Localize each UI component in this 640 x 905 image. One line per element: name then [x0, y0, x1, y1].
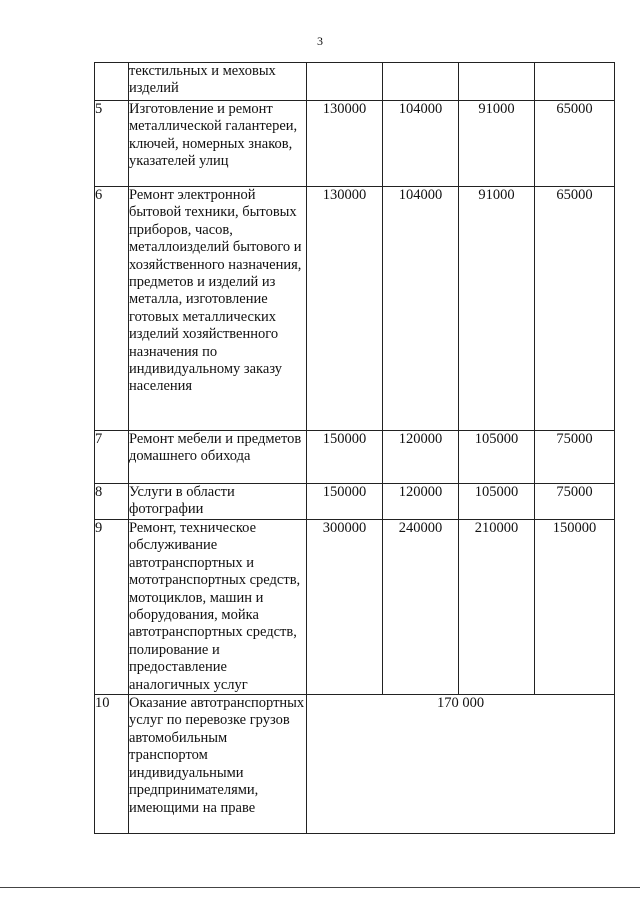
tariff-table	[94, 62, 615, 834]
value-col-1: 130000	[307, 101, 383, 187]
table-row	[95, 520, 615, 695]
value-col-3: 91000	[459, 101, 535, 187]
activity-name: Ремонт электронной бытовой техники, бытовых приборов, часов, металлоизделий бытового и хозяйственного назначения, предметов и изделий из металла, изготовление готовых металлических изделий хозяйственного назначения по индивидуальному заказу населения	[129, 187, 307, 431]
activity-name: Оказание автотранспортных услуг по перевозке грузов автомобильным транспортом индивидуальными предпринимателями, имеющими на праве	[129, 695, 307, 834]
value-col-3: 105000	[459, 484, 535, 520]
value-col-1: 150000	[307, 431, 383, 484]
value-col-4: 65000	[535, 187, 615, 431]
value-col-4: 150000	[535, 520, 615, 695]
row-number: 6	[95, 187, 129, 431]
row-number: 8	[95, 484, 129, 520]
value-col-4	[535, 63, 615, 101]
value-col-1	[307, 63, 383, 101]
value-col-3: 91000	[459, 187, 535, 431]
row-number: 5	[95, 101, 129, 187]
page-number: 3	[317, 34, 323, 48]
activity-name: Ремонт мебели и предметов домашнего обихода	[129, 431, 307, 484]
table-row	[95, 431, 615, 484]
row-number	[95, 63, 129, 101]
activity-name: Ремонт, техническое обслуживание автотранспортных и мототранспортных средств, мотоциклов, машин и оборудования, мойка автотранспортных средств, полирование и предоставление аналогичных услуг	[129, 520, 307, 695]
value-col-2	[383, 63, 459, 101]
value-col-2: 104000	[383, 101, 459, 187]
table-row	[95, 187, 615, 431]
value-col-4: 75000	[535, 431, 615, 484]
row-number: 7	[95, 431, 129, 484]
value-col-3: 210000	[459, 520, 535, 695]
value-col-4: 65000	[535, 101, 615, 187]
row-number: 9	[95, 520, 129, 695]
value-col-3: 105000	[459, 431, 535, 484]
value-col-4: 75000	[535, 484, 615, 520]
value-col-2: 120000	[383, 484, 459, 520]
page-bottom-rule	[0, 887, 640, 888]
value-col-2: 120000	[383, 431, 459, 484]
table-row	[95, 484, 615, 520]
table-row	[95, 101, 615, 187]
value-col-1: 300000	[307, 520, 383, 695]
activity-name: текстильных и меховых изделий	[129, 63, 307, 101]
value-col-1: 150000	[307, 484, 383, 520]
value-col-1: 130000	[307, 187, 383, 431]
value-col-2: 104000	[383, 187, 459, 431]
activity-name: Услуги в области фотографии	[129, 484, 307, 520]
activity-name: Изготовление и ремонт металлической галантереи, ключей, номерных знаков, указателей улиц	[129, 101, 307, 187]
row-number: 10	[95, 695, 129, 834]
value-col-3	[459, 63, 535, 101]
value-col-2: 240000	[383, 520, 459, 695]
table-row	[95, 695, 615, 834]
merged-value: 170 000	[307, 695, 615, 834]
table-row	[95, 63, 615, 101]
